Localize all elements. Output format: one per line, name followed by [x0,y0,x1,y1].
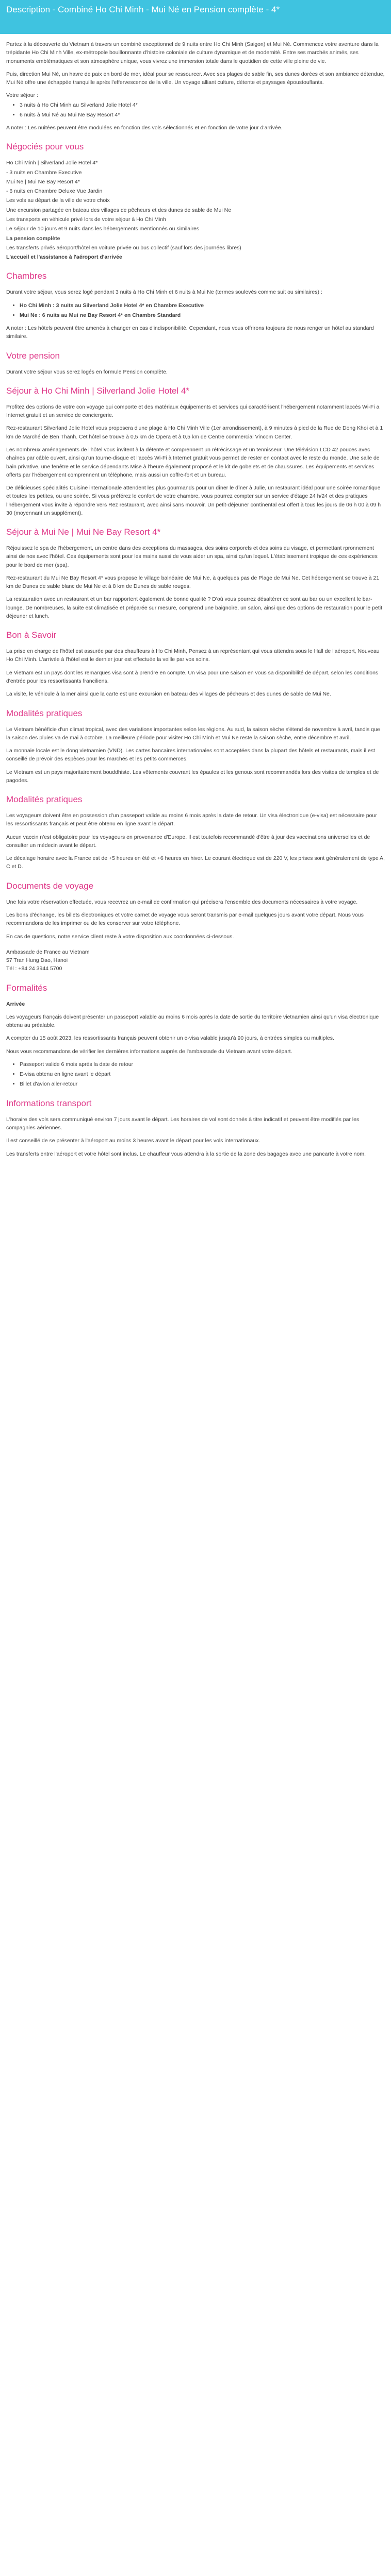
section-title-mui-ne: Séjour à Mui Ne | Mui Ne Bay Resort 4* [6,527,161,537]
formalites-paragraph: A compter du 15 août 2023, les ressortissants français peuvent obtenir un e-visa valable jusqu'à 90 jours, à entrées simples ou multiples. [6,1035,334,1042]
contact-line: Ambassade de France au Vietnam [6,948,90,955]
section-title-documents: Documents de voyage [6,880,94,891]
included-line: - 6 nuits en Chambre Deluxe Vue Jardin [6,188,103,195]
modalites-paragraph: Le Vietnam est un pays majoritairement bouddhiste. Les vêtements couvrant les épaules et les genoux sont recommandés lors des visites de temples et de pagodes. [6,769,379,784]
included-line: Ho Chi Minh | Silverland Jolie Hotel 4* [6,160,98,166]
intro-paragraph: Partez à la découverte du Vietnam à travers un combiné exceptionnel de 9 nuits entre Ho Chi Minh (Saigon) et Mui Né. Commencez votre aventure dans la trépidante Ho Chi Minh Ville, ex-métropole bouillonnante d'histoire coloniale de culture dynamique et de modernité. Entre ses marchés animés, ses monuments emblématiques et son atmosphère unique, vous vivrez une immersion totale dans le quotidien de cette ville pleine de vie. [6,41,379,64]
bon-a-savoir-paragraph: Le Vietnam est un pays dont les remarques visa sont à prendre en compte. Un visa pour une saison en vous sa disponibilité de départ, selon les conditions d'entrée pour les ressortissants franciliens. [6,669,379,685]
list-item: • Ho Chi Minh : 3 nuits au Silverland Jolie Hotel 4* en Chambre Executive [20,301,385,310]
description-content [6,40,385,1163]
section-title-infos-transport: Informations transport [6,1098,92,1108]
bon-a-savoir-paragraph: La visite, le véhicule à la mer ainsi que la carte est une excursion en bateau des villages de pêcheurs et des dunes de sable de Mui Ne. [6,691,331,698]
included-line: Le séjour de 10 jours et 9 nuits dans les hébergements mentionnés ou similaires [6,226,200,232]
mui-ne-paragraph: Rez-restaurant du Mui Ne Bay Resort 4* vous propose le village balnéaire de Mui Ne, à quelques pas de Plage de Mui Ne. Cet hébergement se trouve à 21 km de Dunes de sable blanc de Mui Ne et à 8 km de Dunes de sable rouges. [6,574,380,590]
infos-paragraph: Les transferts entre l'aéroport et votre hôtel sont inclus. Le chauffeur vous attendra à la sortie de la zone des bagages avec une pancarte à votre nom. [6,1150,366,1157]
documents-paragraph: Les bons d'échange, les billets électroniques et votre carnet de voyage vous seront transmis par e-mail quelques jours avant votre départ. Nous vous recommandons de les imprimer ou de les conserver sur votre téléphone. [6,912,364,927]
mui-ne-paragraph: La restauration avec un restaurant et un bar rapportent également de bonne qualité ? D'où vous pourrez désaltérer ce sont au bar ou un excellent le bar-lounge. De nombreuses, la suite est climatisée et préparée sur mesure, comprend une baignoire, un salon, ainsi que des options de restauration pour le petit déjeuner et lunch. [6,596,383,619]
infos-paragraph: L'horaire des vols sera communiqué environ 7 jours avant le départ. Les horaires de vol sont donnés à titre indicatif et peuvent être modifiés par les compagnies aériennes. [6,1116,360,1131]
documents-paragraph: En cas de questions, notre service client reste à votre disposition aux coordonnées ci-dessous. [6,933,234,940]
modalites-paragraph: Le Vietnam bénéficie d'un climat tropical, avec des variations importantes selon les régions. Au sud, la saison sèche s'étend de novembre à avril, tandis que la saison des pluies va de mai à octobre. La meilleure période pour visiter Ho Chi Minh et Mui Ne reste la saison sèche, entre décembre et avril. [6,726,380,741]
hcm-paragraph: Les nombreux aménagements de l'hôtel vous invitent à la détente et comprennent un rétrécissage et un tennisseur. Une télévision LCD 42 pouces avec chaînes par câble ouvert, ainsi qu'un tourne-disque et l'accès Wi-Fi à Internet gratuit vous permet de rester en contact avec le reste du monde. Une salle de bain privative, une fenêtre et le service dépendants Mise à l'heure également proposé et le kit de gobelets et de chaussures. Les équipements et services offerts par l'hébergement comprennent un téléphone, mais aussi un coffre-fort et un bureau. [6,446,380,478]
hcm-paragraph: Profitez des options de votre con voyage qui comporte et des matériaux équipements et services qui caractérisent l'hébergement notamment laccès Wi-Fi a Internet gratuit et un service de conciergerie. [6,403,380,419]
formalites-list [6,1060,385,1089]
infos-paragraph: Il est conseillé de se présenter à l'aéroport au moins 3 heures avant le départ pour les vols internationaux. [6,1138,260,1144]
included-line: Une excursion partagée en bateau des villages de pêcheurs et des dunes de sable de Mui Ne [6,207,232,213]
title-banner [0,0,391,34]
bon-a-savoir-paragraph: La prise en charge de l'hôtel est assurée par des chauffeurs à Ho Chi Minh, Pensez à un représentant qui vous attendra sous le Hall de l'aéroport, Nouveau Ho Chi Minh. L'arrivée à l'hôtel est le dernier jour est effectuée la veille par vos soins. [6,648,380,663]
rooms-list [6,301,385,320]
included-line: - 3 nuits en Chambre Executive [6,169,82,176]
section-title-modalites: Modalités pratiques [6,708,83,718]
modalites-paragraph: Aucun vaccin n'est obligatoire pour les voyageurs en provenance d'Europe. Il est toutefois recommandé d'être à jour des vaccinations universelles et de consulter un médecin avant le départ. [6,834,370,849]
section-title-pension: Votre pension [6,350,60,361]
included-line: Les transferts privés aéroport/hôtel en voiture privée ou bus collectif (sauf lors des journées libres) [6,244,241,251]
page-title: Description - Combiné Ho Chi Minh - Mui Né en Pension complète - 4* [6,5,280,14]
intro-paragraph: Puis, direction Mui Né, un havre de paix en bord de mer, idéal pour se ressourcer. Avec ses plages de sable fin, ses dunes dorées et son ambiance détendue, Mui Né offre une échappée tranquille après l'effervescence de la ville. Un voyage alliant culture, détente et paysages époustouflants. [6,71,385,86]
mui-ne-paragraph: Réjouissez le spa de l'hébergement, un centre dans des exceptions du massages, des soins corporels et des soins du visage, et permettant rpronnement ainsi de nos avec l'hôtel. Ces équipements sont pour les mains aussi de vous aider un spa, ainsi qu'un lequel. L'établissement tropique de ces expériences pour le bord de mer (spa). [6,545,378,568]
list-item: • 3 nuits à Ho Chi Minh au Silverland Jolie Hotel 4* [20,101,385,109]
formalites-label: Arrivée [6,1001,25,1007]
section-title-included: Négociés pour vous [6,142,84,152]
modalites-paragraph: Le décalage horaire avec la France est de +5 heures en été et +6 heures en hiver. Le courant électrique est de 220 V, les prises sont généralement de type A, C et D. [6,855,385,870]
included-line: Mui Ne | Mui Ne Bay Resort 4* [6,178,80,185]
modalites-paragraph: Les voyageurs doivent être en possession d'un passeport valide au moins 6 mois après la date de retour. Un visa électronique (e-visa) est nécessaire pour les ressortissants français et peut être obtenu en ligne avant le départ. [6,812,377,827]
list-item: • E-visa obtenu en ligne avant le départ [20,1070,385,1078]
itinerary-list [6,101,385,120]
rooms-intro: Durant votre séjour, vous serez logé pendant 3 nuits à Ho Chi Minh et 6 nuits à Mui Ne (termes soulevés comme suit ou similaires) : [6,289,322,296]
rooms-note: A noter : Les hôtels peuvent être amenés à changer en cas d'indisponibilité. Cependant, nous vous offrirons toujours de nous renger un hôtel au standard similaire. [6,325,374,340]
included-line: La pension complète [6,235,60,242]
included-line: L'accueil et l'assistance à l'aéroport d'arrivée [6,254,122,261]
section-title-modalites-2: Modalités pratiques [6,794,83,805]
modalites-paragraph: La monnaie locale est le dong vietnamien (VND). Les cartes bancaires internationales sont acceptées dans la plupart des hôtels et restaurants, mais il est conseillé de prévoir des espèces pour les marchés et les petits commerces. [6,748,375,762]
section-title-bon-a-savoir: Bon à Savoir [6,630,57,640]
contact-line: Tél : +84 24 3944 5700 [6,965,62,972]
formalites-paragraph: Nous vous recommandons de vérifier les dernières informations auprès de l'ambassade du Vietnam avant votre départ. [6,1048,292,1055]
section-title-rooms: Chambres [6,271,47,281]
list-item: • Billet d'avion aller-retour [20,1080,385,1088]
section-title-formalites: Formalités [6,982,47,993]
contact-block [6,948,385,973]
documents-paragraph: Une fois votre réservation effectuée, vous recevrez un e-mail de confirmation qui précisera l'ensemble des documents nécessaires à votre voyage. [6,899,358,905]
list-item: • 6 nuits à Mui Né au Mui Ne Bay Resort 4* [20,111,385,119]
list-item: • Mui Ne : 6 nuits au Mui ne Bay Resort 4* en Chambre Standard [20,311,385,319]
contact-line: 57 Tran Hung Dao, Hanoi [6,957,68,964]
included-line: Les vols au départ de la ville de votre choix [6,197,110,204]
duration-note: A noter : Les nuitées peuvent être modulées en fonction des vols sélectionnés et en fonction de votre jour d'arrivée. [6,125,283,131]
section-title-hcm: Séjour à Ho Chi Minh | Silverland Jolie Hotel 4* [6,385,189,396]
included-line: Les transports en véhicule privé lors de votre séjour à Ho Chi Minh [6,216,166,223]
formalites-paragraph: Les voyageurs français doivent présenter un passeport valable au moins 6 mois après la date de sortie du territoire vietnamien ainsi qu'un visa électronique obtenu au préalable. [6,1013,379,1029]
intro-paragraph: Votre séjour : [6,92,38,99]
pension-text: Durant votre séjour vous serez logés en formule Pension complète. [6,368,168,375]
list-item: • Passeport valide 6 mois après la date de retour [20,1060,385,1069]
hcm-paragraph: Rez-restaurant Silverland Jolie Hotel vous proposera d'une plage à Ho Chi Minh Ville (1er arrondissement), à 9 minutes à pied de la Rue de Dong Khoi et à 1 km de Marché de Ben Thanh. Cet hôtel se trouve à 0,5 km de Opera et à 0,5 km de Centre commercial Vincom Center. [6,425,383,440]
hcm-paragraph: De délicieuses spécialités Cuisine internationale attendent les plus gourmands pour un dîner le dîner à Julie, un restaurant idéal pour une soirée romantique et toutes les petites, ou une soirée. Si vous préférez le confort de votre chambre, vous pourrez compter sur un service d'étage 24 h/24 et des pratiques l'hébergement vous invite à répondre vers Rez restaurant, avec ainsi sans mouvoir. Un petit-déjeuner continental est offert à tous les jours de 06 h 00 à 09 h 30 (moyennant un supplément). [6,485,381,516]
